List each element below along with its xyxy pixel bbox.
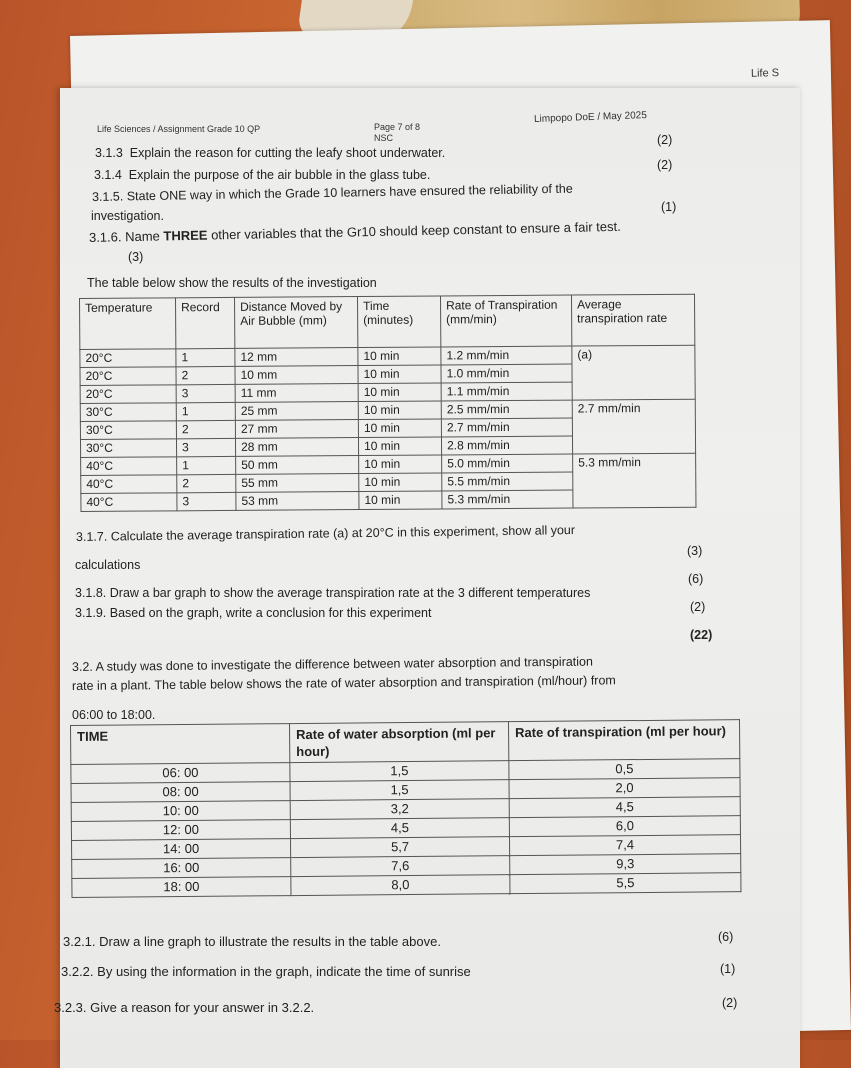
- cell-distance: 10 mm: [235, 366, 358, 385]
- header-subject: Life Sciences / Assignment Grade 10 QP: [97, 124, 261, 134]
- question-marks: (6): [718, 930, 734, 944]
- table-row: [80, 399, 695, 421]
- table-header-row: [71, 720, 740, 765]
- cell-rate: 2.7 mm/min: [441, 418, 572, 437]
- cell-absorption: 1,5: [290, 780, 509, 801]
- header-nsc: NSC: [374, 133, 394, 143]
- cell-time: 06: 00: [71, 763, 290, 784]
- intro-3-2-line2: rate in a plant. The table below shows the rate of water absorption and transpiration (ml/hour) from: [71, 673, 616, 693]
- question-text: Explain the reason for cutting the leafy shoot underwater.: [129, 146, 446, 160]
- cell-temperature: 40°C: [81, 457, 177, 476]
- results-table: [79, 294, 696, 512]
- question-marks: (3): [687, 544, 703, 558]
- question-number: 3.1.3: [95, 146, 123, 160]
- column-header: Temperature: [80, 298, 176, 350]
- cell-time: 16: 00: [72, 858, 291, 879]
- cell-absorption: 5,7: [290, 837, 509, 858]
- question-number: 3.1.7.: [75, 529, 108, 544]
- column-header: Time (minutes): [357, 296, 440, 348]
- intro-3-2-line3: 06:00 to 18:00.: [72, 708, 156, 722]
- absorption-transpiration-table: [70, 719, 741, 898]
- column-header: TIME: [71, 724, 290, 765]
- cell-time: 14: 00: [72, 839, 291, 860]
- cell-distance: 11 mm: [235, 384, 358, 403]
- cell-record: 1: [176, 402, 235, 420]
- question-text-continued: investigation.: [91, 209, 164, 223]
- question-3-1-3: [95, 146, 445, 160]
- cell-average: 5.3 mm/min: [573, 453, 696, 508]
- section-total: (22): [690, 628, 713, 642]
- cell-distance: 55 mm: [236, 474, 359, 493]
- cell-time: 18: 00: [72, 877, 291, 898]
- cell-absorption: 1,5: [290, 761, 509, 782]
- cell-transpiration: 0,5: [509, 759, 740, 780]
- cell-time: 10 min: [359, 473, 442, 492]
- column-header: Average transpiration rate: [571, 294, 694, 346]
- cell-record: 1: [177, 456, 236, 474]
- question-3-2-3: [54, 1000, 314, 1015]
- cell-transpiration: 4,5: [509, 797, 740, 818]
- cell-rate: 1.0 mm/min: [441, 364, 572, 383]
- question-text: Based on the graph, write a conclusion for this experiment: [109, 606, 432, 620]
- cell-rate: 1.1 mm/min: [441, 382, 572, 401]
- cell-transpiration: 6,0: [509, 816, 740, 837]
- question-3-1-8: [75, 586, 590, 600]
- cell-time: 12: 00: [71, 820, 290, 841]
- cell-time: 10 min: [358, 437, 441, 456]
- question-text-continued: calculations: [75, 558, 141, 572]
- table-header-row: [80, 294, 695, 349]
- question-number: 3.2.1.: [63, 934, 96, 949]
- table1-caption: The table below show the results of the investigation: [87, 276, 377, 290]
- question-number: 3.1.4: [94, 168, 122, 182]
- cell-transpiration: 9,3: [510, 854, 741, 875]
- cell-time: 10 min: [358, 401, 441, 420]
- question-marks: (2): [722, 996, 738, 1010]
- question-number: 3.2.3.: [54, 1000, 87, 1015]
- cell-rate: 2.8 mm/min: [441, 436, 572, 455]
- question-marks: (2): [690, 600, 706, 614]
- cell-temperature: 20°C: [80, 349, 176, 368]
- cell-time: 10: 00: [71, 801, 290, 822]
- cell-rate: 2.5 mm/min: [441, 400, 572, 419]
- column-header: Rate of Transpiration (mm/min): [440, 295, 571, 347]
- question-text: Explain the purpose of the air bubble in the glass tube.: [128, 168, 431, 182]
- question-number: 3.1.9.: [75, 606, 107, 620]
- table-row: [80, 345, 695, 367]
- cell-record: 3: [176, 438, 235, 456]
- question-text: other variables that the Gr10 should keep constant to ensure a fair test.: [207, 218, 621, 243]
- cell-time: 10 min: [358, 383, 441, 402]
- question-3-1-6: [89, 219, 621, 245]
- cell-temperature: 20°C: [80, 385, 176, 404]
- question-text: State ONE way in which the Grade 10 learners have ensured the reliability of the: [126, 181, 573, 204]
- cell-transpiration: 5,5: [510, 873, 741, 894]
- cell-temperature: 40°C: [81, 475, 177, 494]
- question-3-1-5: [92, 182, 573, 204]
- cell-record: 1: [176, 348, 235, 366]
- question-text: Name: [124, 228, 164, 245]
- question-3-1-4: [94, 168, 430, 182]
- column-header: Rate of transpiration (ml per hour): [508, 720, 739, 761]
- question-marks: (6): [688, 572, 704, 586]
- cell-temperature: 40°C: [81, 493, 177, 512]
- cell-absorption: 7,6: [291, 856, 510, 877]
- cell-rate: 5.3 mm/min: [442, 490, 573, 509]
- cell-absorption: 3,2: [290, 799, 509, 820]
- cell-transpiration: 2,0: [509, 778, 740, 799]
- cell-time: 08: 00: [71, 782, 290, 803]
- cell-temperature: 30°C: [80, 403, 176, 422]
- cell-distance: 12 mm: [235, 348, 358, 367]
- column-header: Rate of water absorption (ml per hour): [289, 722, 508, 763]
- exam-page: [54, 88, 800, 1068]
- question-number: 3.1.5.: [91, 189, 124, 204]
- intro-3-2-line1: 3.2. A study was done to investigate the difference between water absorption and transpiration: [71, 654, 593, 674]
- cell-record: 3: [176, 384, 235, 402]
- cell-absorption: 8,0: [291, 875, 510, 896]
- cell-rate: 1.2 mm/min: [441, 346, 572, 365]
- question-marks: (3): [128, 250, 144, 264]
- cell-temperature: 30°C: [80, 421, 176, 440]
- cell-time: 10 min: [359, 455, 442, 474]
- column-header: Record: [176, 297, 235, 348]
- cell-rate: 5.0 mm/min: [442, 454, 573, 473]
- cell-distance: 53 mm: [236, 492, 359, 511]
- cell-rate: 5.5 mm/min: [442, 472, 573, 491]
- question-3-2-1: [63, 934, 441, 949]
- question-marks: (2): [657, 158, 673, 172]
- cell-distance: 25 mm: [235, 402, 358, 421]
- header-issuer: Limpopo DoE / May 2025: [533, 110, 648, 125]
- cell-time: 10 min: [358, 419, 441, 438]
- question-marks: (2): [657, 133, 673, 147]
- cell-record: 2: [176, 420, 235, 438]
- question-text: Draw a bar graph to show the average transpiration rate at the 3 different temperatures: [109, 586, 591, 600]
- cell-absorption: 4,5: [290, 818, 509, 839]
- question-text: By using the information in the graph, indicate the time of sunrise: [97, 964, 471, 979]
- cell-temperature: 20°C: [80, 367, 176, 386]
- question-text: Give a reason for your answer in 3.2.2.: [90, 1000, 315, 1015]
- question-text: Draw a line graph to illustrate the results in the table above.: [99, 934, 441, 949]
- cell-temperature: 30°C: [80, 439, 176, 458]
- question-marks: (1): [661, 200, 677, 214]
- question-number: 3.1.8.: [75, 586, 107, 600]
- back-sheet-header: Life S: [750, 67, 780, 80]
- cell-record: 2: [177, 474, 236, 492]
- question-marks: (1): [720, 962, 736, 976]
- column-header: Distance Moved by Air Bubble (mm): [234, 297, 357, 349]
- cell-average: 2.7 mm/min: [572, 399, 695, 454]
- question-3-1-7: [76, 523, 575, 544]
- cell-time: 10 min: [358, 365, 441, 384]
- cell-time: 10 min: [359, 491, 442, 510]
- cell-time: 10 min: [358, 347, 441, 366]
- cell-transpiration: 7,4: [509, 835, 740, 856]
- question-text: Calculate the average transpiration rate (a) at 20°C in this experiment, show all your: [110, 523, 576, 544]
- cell-distance: 50 mm: [236, 456, 359, 475]
- question-3-1-9: [75, 606, 431, 620]
- header-page-number: Page 7 of 8: [374, 122, 421, 132]
- cell-record: 2: [176, 366, 235, 384]
- cell-record: 3: [177, 492, 236, 510]
- cell-distance: 28 mm: [235, 438, 358, 457]
- cell-average: (a): [572, 345, 695, 400]
- cell-distance: 27 mm: [235, 420, 358, 439]
- question-number: 3.1.6.: [88, 229, 122, 245]
- question-3-2-2: [61, 964, 471, 979]
- question-number: 3.2.2.: [61, 964, 94, 979]
- table-row: [81, 453, 696, 475]
- question-text-emphasis: THREE: [163, 227, 208, 244]
